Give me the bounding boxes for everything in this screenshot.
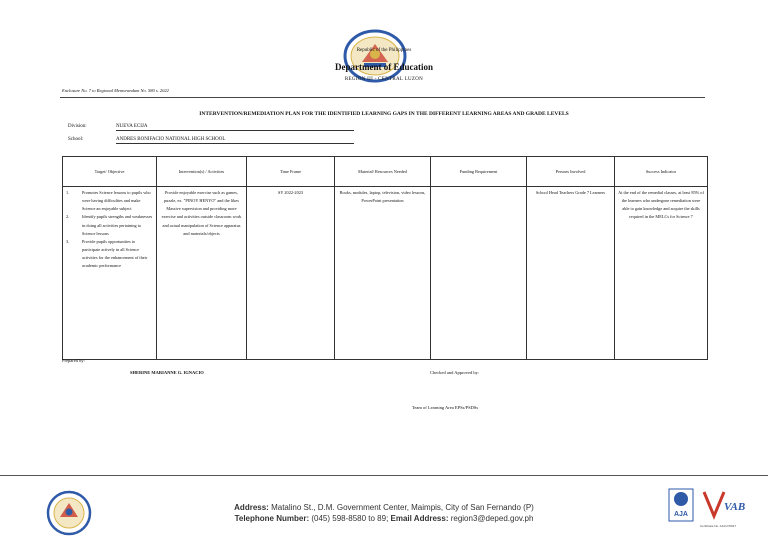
header-interventions: Intervention(s) / Activities [157, 157, 247, 187]
table-row [63, 187, 708, 360]
school-value: ANDRES BONIFACIO NATIONAL HIGH SCHOOL [116, 137, 354, 144]
cell-interventions: Provide enjoyable exercise such as games, puzzle, ex. "PINOY HENYO" and the likes Massive supervision and providing more exercise and activities outside classroom work and actual manipulation of Science apparatus and materials/objects [157, 187, 247, 360]
vab-accreditation-logo-icon [700, 488, 746, 522]
cell-objectives [63, 187, 157, 360]
intervention-plan-table [62, 156, 708, 360]
objective-item [66, 238, 153, 271]
deped-seal-icon [340, 30, 410, 82]
republic-text: Republic of the Philippines [356, 48, 412, 53]
certificate-number: Certificate No. AJA17/0027 [700, 524, 737, 528]
cell-funding [431, 187, 527, 360]
email-value: region3@deped.gov.ph [450, 513, 534, 523]
cell-persons: School Head Teachers Grade 7 Learners [527, 187, 615, 360]
phone-label: Telephone Number: [234, 513, 310, 523]
header-target: Target/ Objective [63, 157, 157, 187]
header-divider [60, 97, 705, 98]
objective-text: Promotes Science lessons to pupils who were having difficulties and make Science an enjoyable subject [82, 190, 151, 212]
header-materials: Material/ Resources Needed [335, 157, 431, 187]
cell-materials: Books, modules, laptop, television, video lessons, PowerPoint presentation [335, 187, 431, 360]
vab-logo-text: VAB [724, 501, 746, 513]
objective-item [66, 189, 153, 213]
objective-number: 2. [66, 214, 70, 220]
table-header-row [63, 157, 708, 187]
contact-line [0, 514, 768, 525]
objective-number: 1. [66, 190, 70, 195]
footer-address [0, 503, 768, 525]
objective-text: Provide pupils opportunities to participate actively in all Science activities for the enhancement of their academic performance [82, 238, 148, 269]
department-name: Department of Education [335, 62, 433, 72]
objective-number: 3. [66, 238, 70, 244]
header-persons: Persons Involved [527, 157, 615, 187]
preparer-name: SHERINE MARIANNE G. IGNACIO [130, 370, 204, 375]
header-indicator: Success Indicator [615, 157, 708, 187]
cell-timeframe: SY 2022-2023 [247, 187, 335, 360]
region-name: REGION III - CENTRAL LUZON [344, 77, 424, 82]
objective-text: Identify pupils strengths and weaknesses in doing all activities pertaining to Science lessons [82, 214, 153, 236]
header-funding: Funding Requirement [431, 157, 527, 187]
division-label: Division: [68, 124, 87, 129]
approver-team: Team of Learning Area EPSs/PSDSs [412, 405, 479, 410]
address-line [0, 503, 768, 514]
address-label: Address: [234, 503, 269, 512]
division-value: NUEVA ECIJA [116, 124, 354, 131]
enclosure-note: Enclosure No. 7 to Regional Memorandum No. 580 s. 2022 [62, 88, 169, 93]
email-label: Email Address: [390, 513, 449, 523]
document-title: INTERVENTION/REMEDIATION PLAN FOR THE IDENTIFIED LEARNING GAPS IN THE DIFFERENT LEARNING AREAS AND GRADE LEVELS [199, 111, 569, 117]
prepared-by-label: Prepared by: [62, 358, 85, 363]
footer-divider [0, 475, 768, 476]
cell-indicator: At the end of the remedial classes, at least 85% of the learners who undergone remediation were able to gain knowledge and acquire the skills required in the MELCs for Science 7 [615, 187, 708, 360]
address-value: Matalino St., D.M. Government Center, Maimpis, City of San Fernando (P) [271, 503, 534, 512]
aja-logo-text: AJA [673, 511, 689, 518]
objective-item [66, 213, 153, 237]
phone-value: (045) 598-8580 to 89; [311, 513, 389, 523]
school-label: School: [68, 137, 84, 142]
header-timeframe: Time Frame [247, 157, 335, 187]
aja-certification-logo-icon [668, 488, 694, 522]
checked-approved-label: Checked and Approved by: [430, 370, 480, 375]
